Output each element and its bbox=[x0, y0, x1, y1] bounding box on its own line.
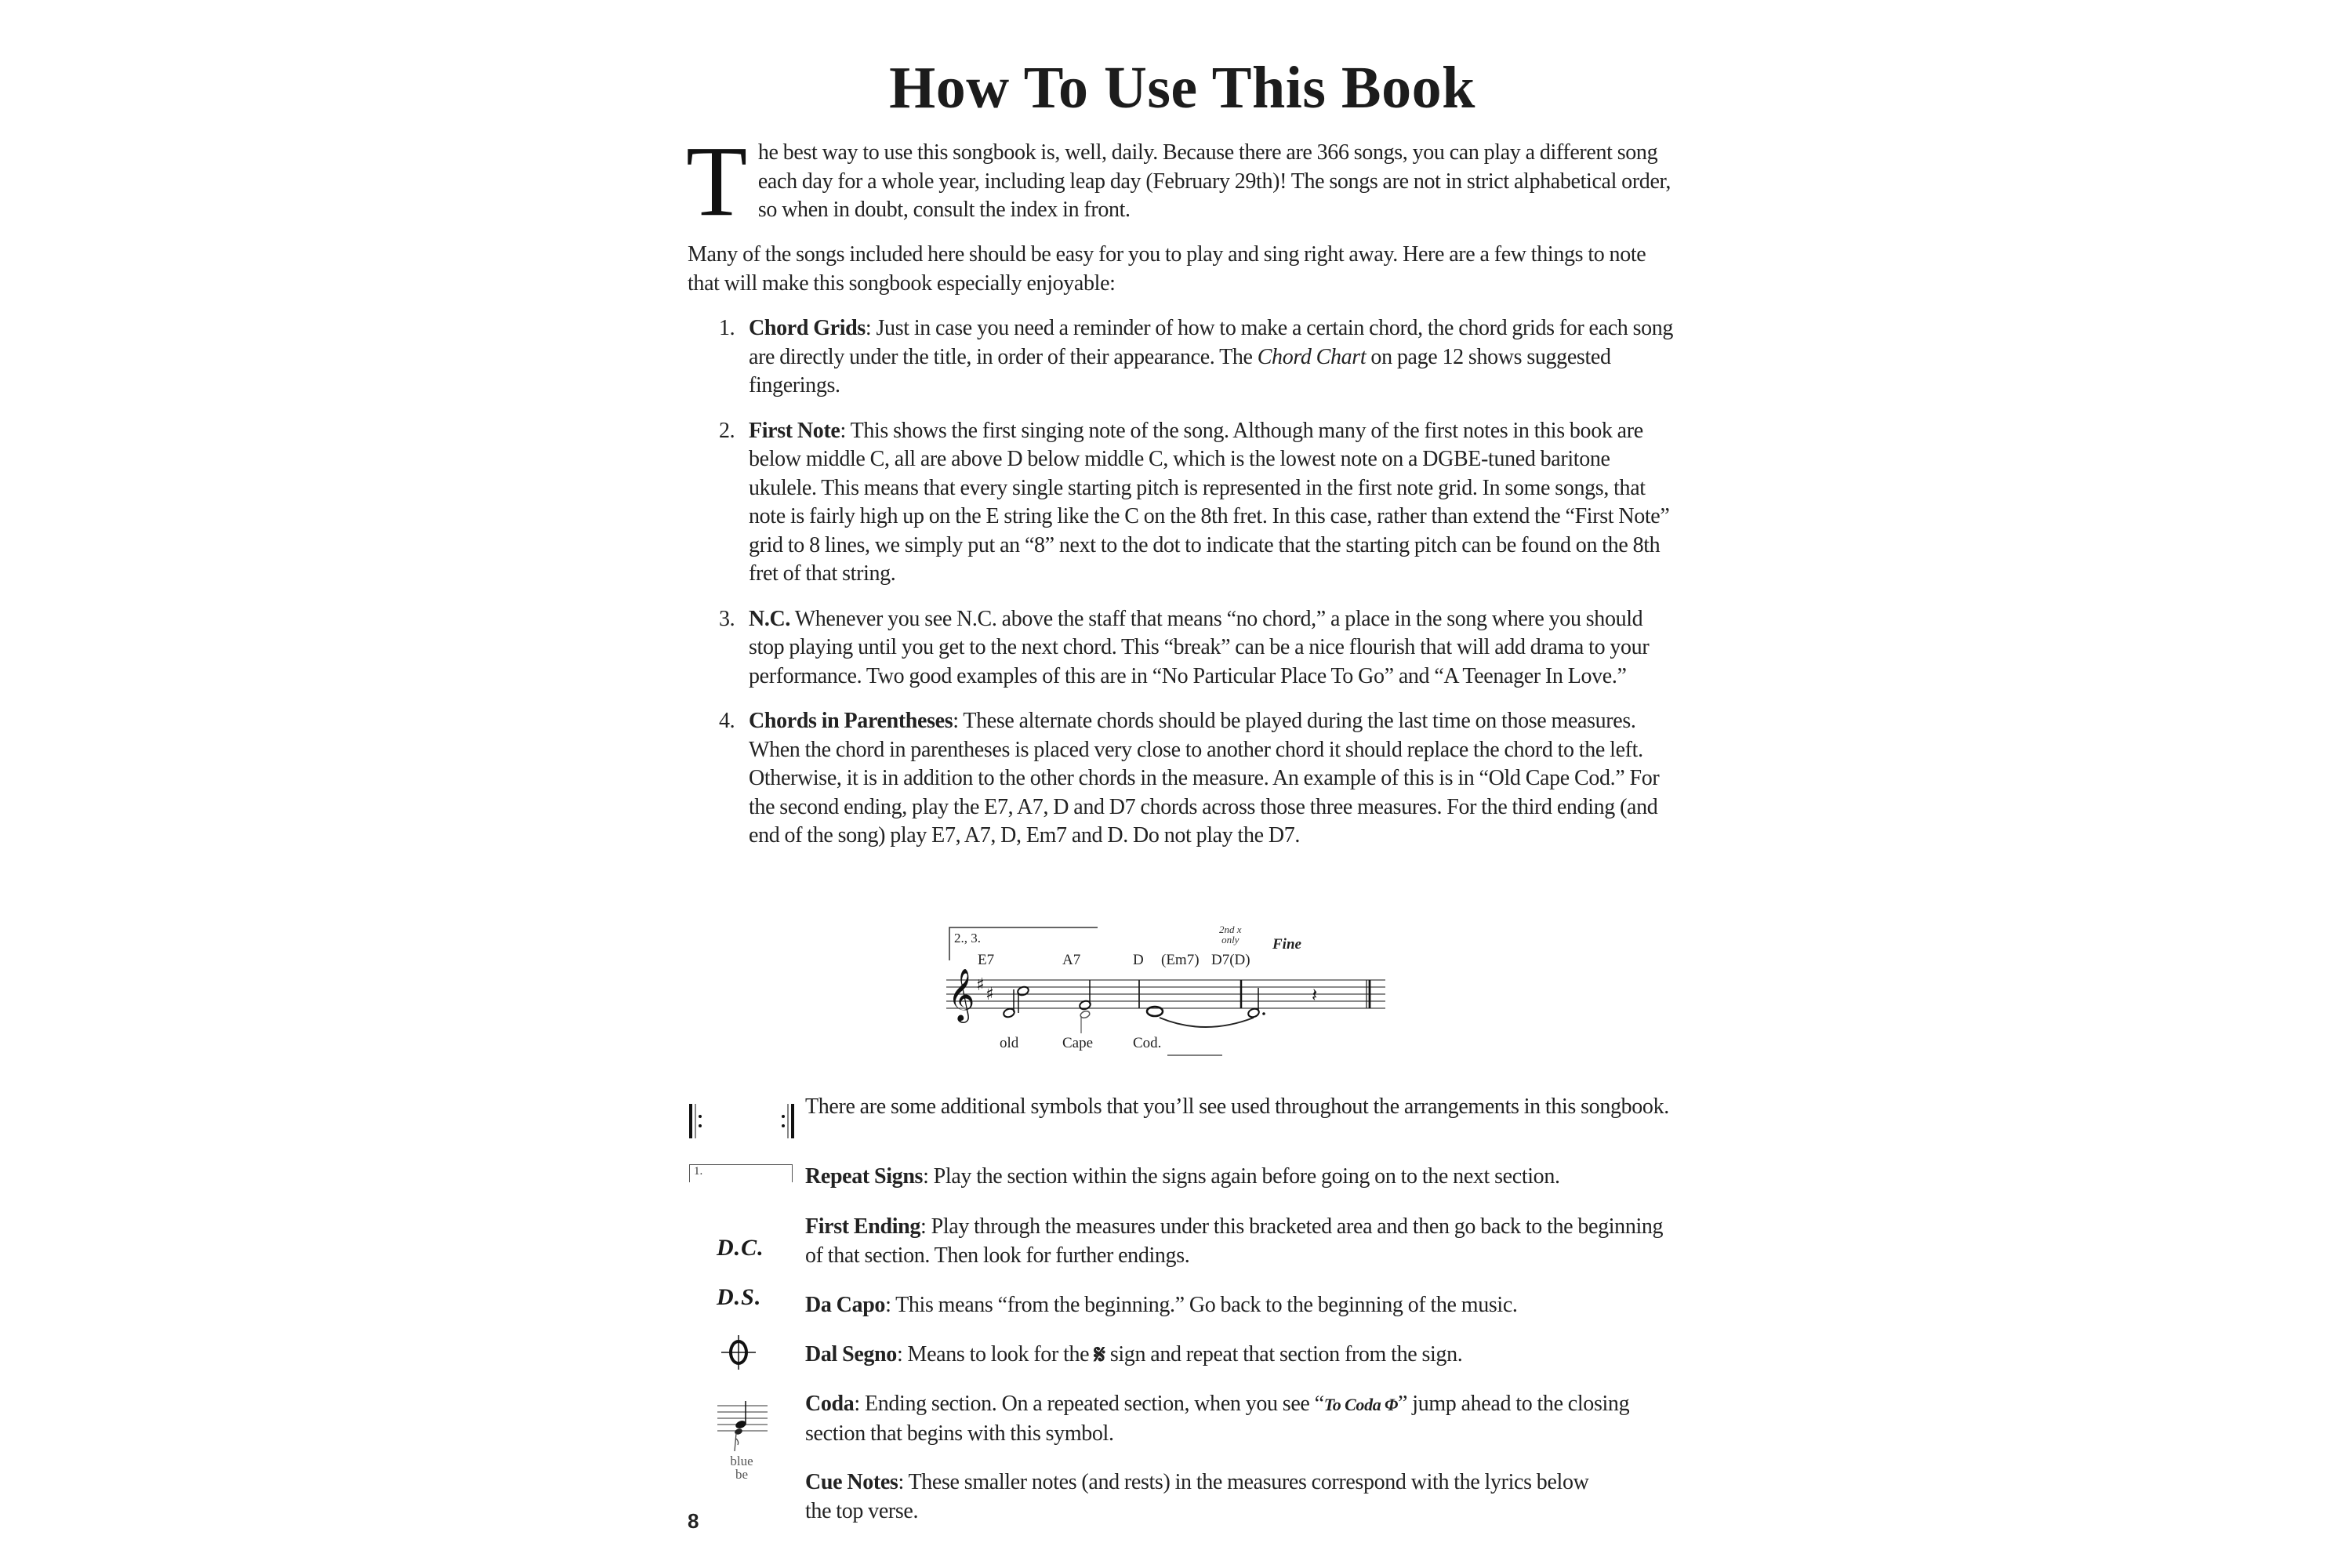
repeat-signs-icon bbox=[688, 1098, 797, 1145]
chord-symbol: D7(D) bbox=[1211, 952, 1250, 968]
da-capo-icon: D.C. bbox=[717, 1235, 764, 1261]
drop-cap: T bbox=[686, 125, 747, 237]
legend-item-first-ending bbox=[805, 1213, 1677, 1270]
only-note-line: only bbox=[1221, 934, 1240, 946]
segno-icon: 𝄋 bbox=[1094, 1341, 1105, 1370]
legend-item-repeat-signs bbox=[805, 1163, 1677, 1192]
legend-term: Dal Segno bbox=[805, 1342, 897, 1367]
legend-item-cue-notes bbox=[805, 1468, 1589, 1526]
svg-text:𝄽: 𝄽 bbox=[1312, 984, 1318, 1006]
chord-symbol: D bbox=[1133, 952, 1144, 968]
to-coda-marking: To Coda Φ bbox=[1323, 1395, 1399, 1414]
fine-marking: Fine bbox=[1272, 936, 1301, 953]
svg-text:♯: ♯ bbox=[985, 985, 994, 1004]
list-number: 2. bbox=[719, 418, 735, 443]
lyric-syllable: old bbox=[1000, 1035, 1019, 1051]
legend-item-dal-segno bbox=[805, 1341, 1677, 1370]
list-item-no-chord bbox=[688, 605, 1677, 691]
list-item-first-note bbox=[688, 417, 1677, 589]
cue-notes-lyrics bbox=[722, 1454, 761, 1481]
list-text: Whenever you see N.C. above the staff that means “no chord,” a place in the song where you should stop playing until you get to the next chord. This “break” can be a nice flourish that will add drama to your performance. Two good examples of this are in “No Particular Place To Go” and “A Teenager In Love.” bbox=[749, 606, 1650, 688]
list-item-chord-grids bbox=[688, 314, 1677, 401]
list-number: 4. bbox=[719, 709, 735, 733]
cue-lyric: blue bbox=[730, 1454, 753, 1468]
page-number: 8 bbox=[688, 1509, 699, 1533]
list-term: Chords in Parentheses bbox=[749, 709, 953, 733]
legend-item-coda bbox=[805, 1390, 1677, 1448]
chord-symbol: (Em7) bbox=[1161, 952, 1200, 968]
second-time-only-note bbox=[1219, 924, 1242, 945]
first-ending-label: 1. bbox=[694, 1165, 703, 1178]
intro-text: he best way to use this songbook is, well, daily. Because there are 366 songs, you can play a different song each day for a whole year, including leap day (February 29th)! The songs are not in strict alphabetical order, so when in doubt, consult the index in front. bbox=[757, 140, 1671, 222]
legend-term: Repeat Signs bbox=[805, 1164, 924, 1189]
legend-text: sign and repeat that section from the sign. bbox=[1105, 1342, 1463, 1367]
list-separator: : bbox=[953, 709, 964, 733]
cue-notes-icon bbox=[710, 1399, 772, 1454]
symbols-intro: There are some additional symbols that you’ll see used throughout the arrangements in this songbook. bbox=[805, 1094, 1669, 1119]
list-text: These alternate chords should be played during the last time on those measures. When the chord in parentheses is placed very close to another chord it should replace the chord to the left. Otherwise, it is in addition to the other chords in the measure. An example of this is in “Old Cape Cod.” For the second ending, play the E7, A7, D and D7 chords across those three measures. For the third ending (and end of the song) play E7, A7, D, Em7 and D. Do not play the D7. bbox=[749, 709, 1660, 848]
tips-list bbox=[688, 314, 1677, 867]
list-text: on page 12 shows suggested fingerings. bbox=[749, 344, 1611, 397]
intro-paragraph bbox=[686, 125, 1677, 237]
legend-text: : This means “from the beginning.” Go back to the beginning of the music. bbox=[885, 1293, 1518, 1317]
list-term: Chord Grids bbox=[749, 316, 866, 340]
book-page bbox=[688, 0, 1677, 1568]
chord-chart-reference: Chord Chart bbox=[1257, 344, 1367, 369]
legend-text: : These smaller notes (and rests) in the measures correspond with the lyrics below the top verse. bbox=[805, 1470, 1589, 1523]
list-text: Just in case you need a reminder of how to make a certain chord, the chord grids for each song are directly under the title, in order of their appearance. The bbox=[749, 316, 1674, 369]
page-title: How To Use This Book bbox=[889, 55, 1475, 121]
ending-bracket-label: 2., 3. bbox=[954, 931, 981, 946]
chord-symbol: A7 bbox=[1062, 952, 1081, 968]
lyric-syllable: Cape bbox=[1062, 1035, 1094, 1051]
svg-text:𝄞: 𝄞 bbox=[948, 967, 975, 1021]
legend-term: Cue Notes bbox=[805, 1470, 898, 1494]
second-paragraph: Many of the songs included here should be easy for you to play and sing right away. Here are a few things to note that will make this songbook especially enjoyable: bbox=[688, 242, 1646, 296]
list-number: 3. bbox=[719, 606, 735, 631]
legend-term: Da Capo bbox=[805, 1293, 886, 1317]
list-text: This shows the first singing note of the song. Although many of the first notes in this book are below middle C, all are above D below middle C, which is the lowest note on a DGBE-tuned baritone ukulele. This means that every single starting pitch is represented in the first note grid. In some songs, that note is fairly high up on the E string like the C on the 8th fret. In this case, rather than extend the “First Note” grid to 8 lines, we simply put an “8” next to the dot to indicate that the starting pitch can be found on the 8th fret of that string. bbox=[749, 418, 1670, 586]
coda-icon bbox=[719, 1333, 758, 1372]
legend-text: : Play through the measures under this bracketed area and then go back to the beginning of that section. Then look for further endings. bbox=[805, 1214, 1664, 1268]
first-ending-icon bbox=[689, 1164, 793, 1182]
list-term: N.C. bbox=[749, 606, 791, 631]
list-number: 1. bbox=[719, 316, 735, 340]
list-separator: : bbox=[865, 316, 877, 340]
svg-text:♯: ♯ bbox=[976, 975, 985, 995]
only-note-line: 2nd x bbox=[1219, 924, 1242, 935]
list-term: First Note bbox=[749, 418, 840, 443]
legend-text: : Ending section. On a repeated section, when you see “ bbox=[854, 1392, 1324, 1416]
dal-segno-icon: D.S. bbox=[717, 1284, 762, 1310]
lyric-syllable: Cod. bbox=[1133, 1035, 1162, 1051]
cue-lyric: be bbox=[735, 1467, 749, 1482]
list-separator: : bbox=[840, 418, 851, 443]
legend-term: First Ending bbox=[805, 1214, 921, 1239]
legend-term: Coda bbox=[805, 1392, 855, 1416]
music-example bbox=[946, 925, 1385, 1066]
legend-text: ” jump ahead to the closing section that begins with this symbol. bbox=[805, 1392, 1630, 1446]
list-item-chords-in-parentheses bbox=[688, 707, 1677, 851]
legend-text: : Means to look for the bbox=[896, 1342, 1094, 1367]
chord-symbol: E7 bbox=[978, 952, 995, 968]
legend-item-da-capo bbox=[805, 1291, 1677, 1320]
legend-text: : Play the section within the signs again before going on to the next section. bbox=[923, 1164, 1560, 1189]
